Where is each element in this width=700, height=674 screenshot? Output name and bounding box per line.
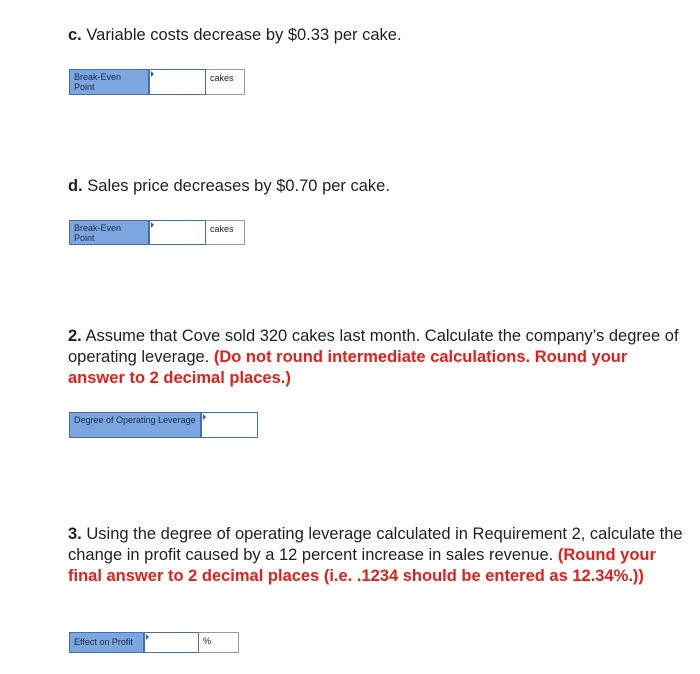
part-d-answer-row — [69, 220, 245, 245]
question-3-answer-row — [69, 632, 239, 653]
question-2-field-label: Degree of Operating Leverage — [69, 412, 201, 438]
question-2 — [68, 326, 688, 389]
question-2-text: Assume that Cove sold 320 cakes last month. Calculate the company’s degree of operating leverage. — [68, 327, 679, 366]
question-2-number: 2. — [68, 327, 82, 345]
part-c-unit-label: cakes — [206, 69, 245, 95]
question-3-instruction: (Round your final answer to 2 decimal places (i.e. .1234 should be entered as 12.34%.)) — [68, 546, 656, 585]
question-2-answer-row — [69, 412, 258, 438]
part-d-text: Sales price decreases by $0.70 per cake. — [87, 177, 390, 195]
part-d-letter: d. — [68, 177, 83, 195]
part-c-letter: c. — [68, 26, 82, 44]
question-3 — [68, 524, 688, 587]
question-3-field-label: Effect on Profit — [69, 632, 144, 653]
effect-on-profit-input[interactable] — [144, 632, 199, 653]
question-2-instruction: (Do not round intermediate calculations. Round your answer to 2 decimal places.) — [68, 348, 628, 387]
operating-leverage-input[interactable] — [201, 412, 258, 438]
question-3-text: Using the degree of operating leverage calculated in Requirement 2, calculate the change in profit caused by a 12 percent increase in sales revenue. — [68, 525, 683, 564]
part-c-field-label: Break-Even Point — [69, 69, 149, 95]
part-c-answer-row — [69, 69, 245, 95]
part-d-field-label: Break-Even Point — [69, 220, 149, 245]
question-3-number: 3. — [68, 525, 82, 543]
percent-unit-label: % — [199, 632, 239, 653]
part-c-text: Variable costs decrease by $0.33 per cake. — [86, 26, 402, 44]
part-c-break-even-input[interactable] — [149, 69, 206, 95]
part-d-break-even-input[interactable] — [149, 220, 206, 245]
part-c-question — [68, 25, 402, 46]
part-d-question — [68, 176, 390, 197]
part-d-unit-label: cakes — [206, 220, 245, 245]
